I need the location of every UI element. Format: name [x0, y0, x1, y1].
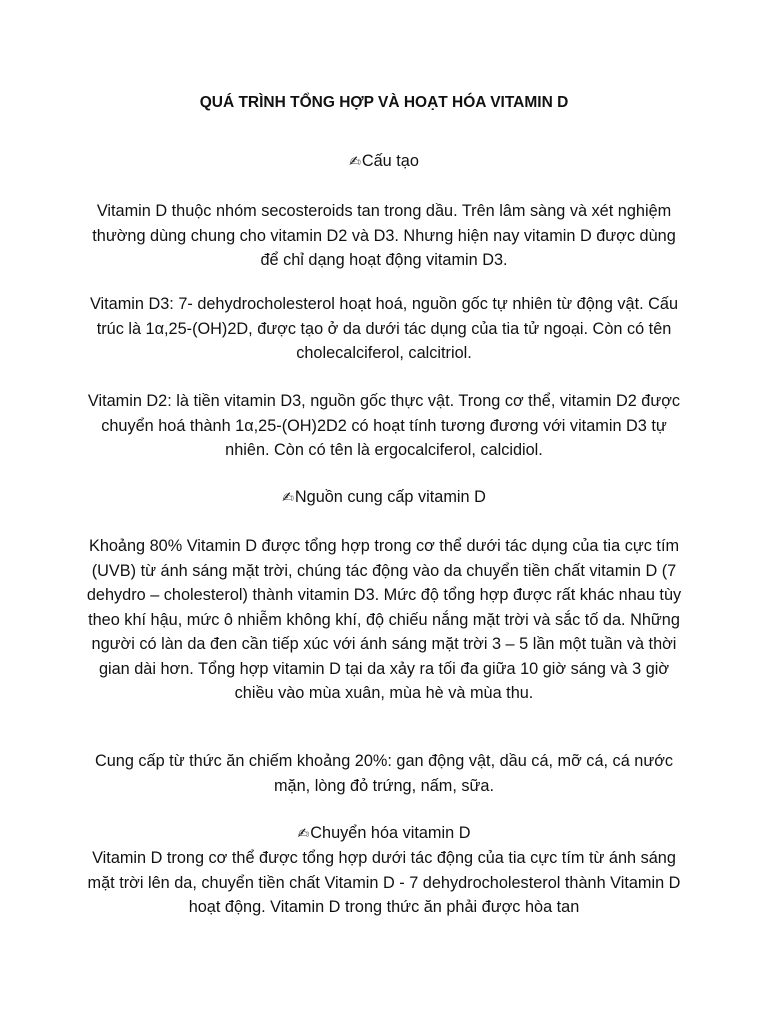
section-heading-metabolism [84, 821, 684, 847]
paragraph: Vitamin D trong cơ thể được tổng hợp dưới tác động của tia cực tím từ ánh sáng mặt trời lên da, chuyển tiền chất Vitamin D - 7 dehydrocholesterol thành Vitamin D hoạt động. Vitamin D trong thức ăn phải được hòa tan [87, 849, 681, 916]
writing-hand-icon: ✍ [349, 154, 361, 170]
document-title: QUÁ TRÌNH TỔNG HỢP VÀ HOẠT HÓA VITAMIN D [199, 94, 569, 111]
section-heading-structure [84, 149, 684, 175]
writing-hand-icon: ✍ [282, 490, 294, 506]
paragraph: Cung cấp từ thức ăn chiếm khoảng 20%: gan động vật, dầu cá, mỡ cá, cá nước mặn, lòng đỏ trứng, nấm, sữa. [94, 752, 674, 795]
paragraph: Vitamin D3: 7- dehydrocholesterol hoạt hoá, nguồn gốc tự nhiên từ động vật. Cấu trúc là 1α,25-(OH)2D, được tạo ở da dưới tác dụng của tia tử ngoại. Còn có tên cholecalciferol, calcitriol. [89, 295, 679, 362]
section-heading-label: Chuyển hóa vitamin D [310, 824, 471, 842]
paragraph: Vitamin D2: là tiền vitamin D3, nguồn gốc thực vật. Trong cơ thể, vitamin D2 được chuyển hoá thành 1α,25-(OH)2D2 có hoạt tính tương đương với vitamin D3 tự nhiên. Còn có tên là ergocalciferol, calcidiol. [87, 392, 681, 459]
section-heading-label: Cấu tạo [361, 152, 419, 170]
writing-hand-icon: ✍ [297, 826, 310, 842]
paragraph: Khoảng 80% Vitamin D được tổng hợp trong cơ thể dưới tác dụng của tia cực tím (UVB) từ ánh sáng mặt trời, chúng tác động vào da chuyển tiền chất vitamin D (7 dehydro – cholesterol) thành vitamin D3. Mức độ tổng hợp được rất khác nhau tùy theo khí hậu, mức ô nhiễm không khí, độ chiếu nắng mặt trời và sắc tố da. Những người có làn da đen cần tiếp xúc với ánh sáng mặt trời 3 – 5 lần một tuần và thời gian dài hơn. Tổng hợp vitamin D tại da xảy ra tối đa giữa 10 giờ sáng và 3 giờ chiều vào mùa xuân, mùa hè và mùa thu. [86, 537, 682, 702]
section-heading-label: Nguồn cung cấp vitamin D [294, 488, 486, 506]
section-heading-sources [84, 485, 684, 511]
paragraph: Vitamin D thuộc nhóm secosteroids tan trong dầu. Trên lâm sàng và xét nghiệm thường dùng chung cho vitamin D2 và D3. Nhưng hiện nay vitamin D được dùng để chỉ dạng hoạt động vitamin D3. [92, 202, 676, 269]
